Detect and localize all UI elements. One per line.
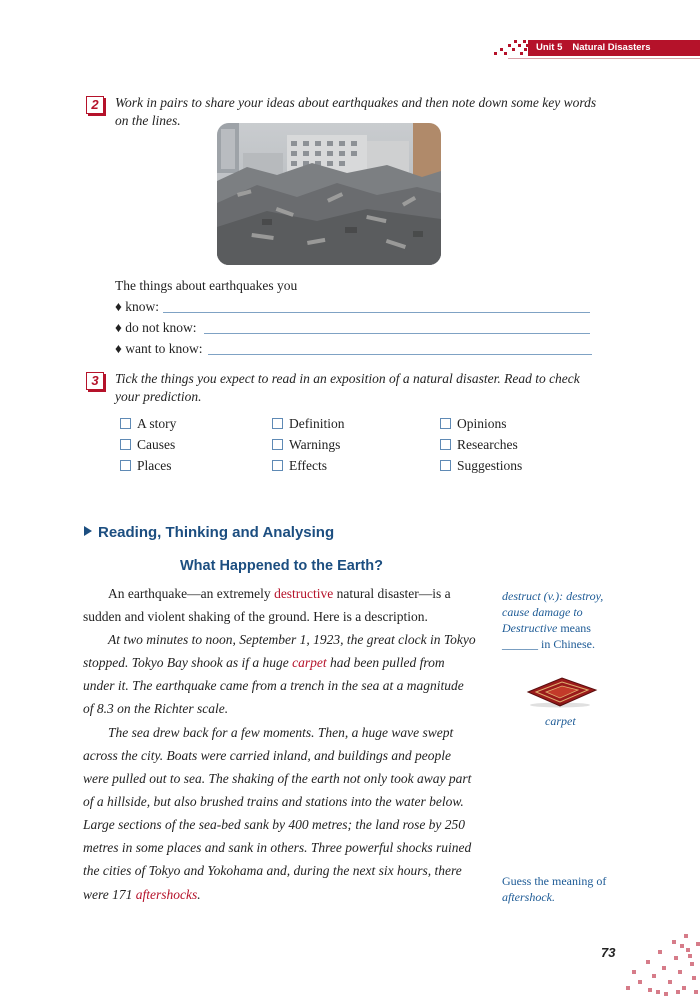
option-warnings[interactable] bbox=[272, 436, 340, 454]
task-2-bullet-know: ♦ know: bbox=[115, 299, 160, 314]
vocab-aftershocks: aftershocks bbox=[135, 887, 198, 902]
checkbox[interactable] bbox=[120, 460, 131, 471]
option-label: Suggestions bbox=[457, 458, 523, 473]
task-3-instruction-line-2: your prediction. bbox=[115, 389, 202, 404]
task-3-badge: 3 bbox=[86, 372, 104, 390]
task-2-badge: 2 bbox=[86, 96, 104, 114]
option-label: Warnings bbox=[289, 437, 341, 452]
checkbox[interactable] bbox=[440, 418, 451, 429]
answer-line-do-not-know[interactable] bbox=[204, 333, 590, 334]
task-2-instruction-line-2: on the lines. bbox=[115, 113, 181, 128]
sidenote-guess-line-1: Guess the meaning of bbox=[502, 874, 607, 888]
option-label: Causes bbox=[137, 437, 176, 452]
sidenote-destruct-line-4: ______ in Chinese. bbox=[502, 637, 595, 651]
sidenote-destruct-line-2: cause damage to bbox=[502, 605, 583, 619]
checkbox[interactable] bbox=[272, 439, 283, 450]
option-a-story[interactable] bbox=[120, 415, 176, 433]
text-run: stopped. Tokyo Bay shook as if a huge bbox=[83, 655, 293, 670]
article-line: of a hillside, but also brushed trains and stations into the water below. bbox=[83, 794, 464, 809]
option-definition[interactable] bbox=[272, 415, 345, 433]
checkbox[interactable] bbox=[440, 439, 451, 450]
carpet-caption: carpet bbox=[545, 714, 576, 728]
option-researches[interactable] bbox=[440, 436, 518, 454]
option-opinions[interactable] bbox=[440, 415, 507, 433]
article-line: sudden and violent shaking of the ground. Here is a description. bbox=[83, 609, 428, 624]
text-run: means bbox=[557, 621, 591, 635]
checkbox[interactable] bbox=[272, 460, 283, 471]
article-line: Large sections of the sea-bed sank by 400 metres; the land rose by 250 bbox=[83, 817, 466, 832]
article-line bbox=[83, 654, 445, 672]
checkbox[interactable] bbox=[120, 418, 131, 429]
earthquake-rubble-photo bbox=[217, 123, 441, 265]
vocab-carpet: carpet bbox=[292, 655, 327, 670]
article-title: What Happened to the Earth? bbox=[180, 558, 383, 574]
article-line: At two minutes to noon, September 1, 1923, the great clock in Tokyo bbox=[108, 632, 476, 647]
article-line: of 8.3 on the Richter scale. bbox=[83, 701, 229, 716]
checkbox[interactable] bbox=[120, 439, 131, 450]
option-causes[interactable] bbox=[120, 436, 175, 454]
option-effects[interactable] bbox=[272, 457, 327, 475]
section-title-text: Reading, Thinking and Analysing bbox=[98, 524, 335, 541]
text-run: were 171 bbox=[83, 887, 136, 902]
option-suggestions[interactable] bbox=[440, 457, 522, 475]
option-label: Places bbox=[137, 458, 172, 473]
header-rule bbox=[508, 58, 700, 59]
checkbox[interactable] bbox=[440, 460, 451, 471]
article-line: metres in some places and sank in others. Three powerful shocks ruined bbox=[83, 840, 472, 855]
option-label: A story bbox=[137, 416, 177, 431]
carpet-image bbox=[520, 676, 600, 708]
text-run: . bbox=[197, 887, 201, 902]
text-run: Destructive bbox=[502, 621, 558, 635]
task-2-bullet-do-not-know: ♦ do not know: bbox=[115, 320, 197, 335]
article-line bbox=[108, 585, 451, 603]
footer-pixel-decoration bbox=[612, 930, 700, 996]
checkbox[interactable] bbox=[272, 418, 283, 429]
header-title: Natural Disasters bbox=[572, 42, 651, 53]
sidenote-destruct-line-3 bbox=[502, 620, 591, 636]
article-line: were pulled out to sea. The shaking of the earth not only took away part bbox=[83, 771, 472, 786]
sidenote-guess-line-2: aftershock. bbox=[502, 890, 555, 904]
option-places[interactable] bbox=[120, 457, 172, 475]
task-3-instruction-line-1: Tick the things you expect to read in an exposition of a natural disaster. Read to check bbox=[115, 371, 580, 386]
task-2-prompt: The things about earthquakes you bbox=[115, 278, 298, 293]
sidenote-destruct-line-1: destruct (v.): destroy, bbox=[502, 589, 604, 603]
task-2-bullet-want-to-know: ♦ want to know: bbox=[115, 341, 203, 356]
section-heading bbox=[84, 524, 334, 541]
article-line: under it. The earthquake came from a trench in the sea at a magnitude bbox=[83, 678, 464, 693]
vocab-destructive: destructive bbox=[274, 586, 334, 601]
option-label: Opinions bbox=[457, 416, 507, 431]
text-run: had been pulled from bbox=[326, 655, 445, 670]
answer-line-want-to-know[interactable] bbox=[208, 354, 592, 355]
task-2-instruction-line-1: Work in pairs to share your ideas about earthquakes and then note down some key words bbox=[115, 95, 597, 110]
option-label: Effects bbox=[289, 458, 327, 473]
article-line: the cities of Tokyo and Yokohama and, during the next six hours, there bbox=[83, 863, 462, 878]
text-run: An earthquake—an extremely bbox=[108, 586, 275, 601]
header-label bbox=[528, 40, 651, 56]
header-unit: Unit 5 bbox=[536, 42, 563, 53]
option-label: Definition bbox=[289, 416, 345, 431]
play-triangle-icon bbox=[84, 526, 92, 536]
article-line: across the city. Boats were carried inland, and buildings and people bbox=[83, 748, 451, 763]
text-run: natural disaster—is a bbox=[333, 586, 451, 601]
option-label: Researches bbox=[457, 437, 518, 452]
article-line: The sea drew back for a few moments. Then, a huge wave swept bbox=[108, 725, 454, 740]
answer-line-know[interactable] bbox=[163, 312, 590, 313]
header-pixel-decoration bbox=[490, 40, 530, 56]
task-3-instruction bbox=[115, 370, 580, 406]
page-number: 73 bbox=[601, 945, 616, 960]
article-line bbox=[83, 886, 201, 904]
